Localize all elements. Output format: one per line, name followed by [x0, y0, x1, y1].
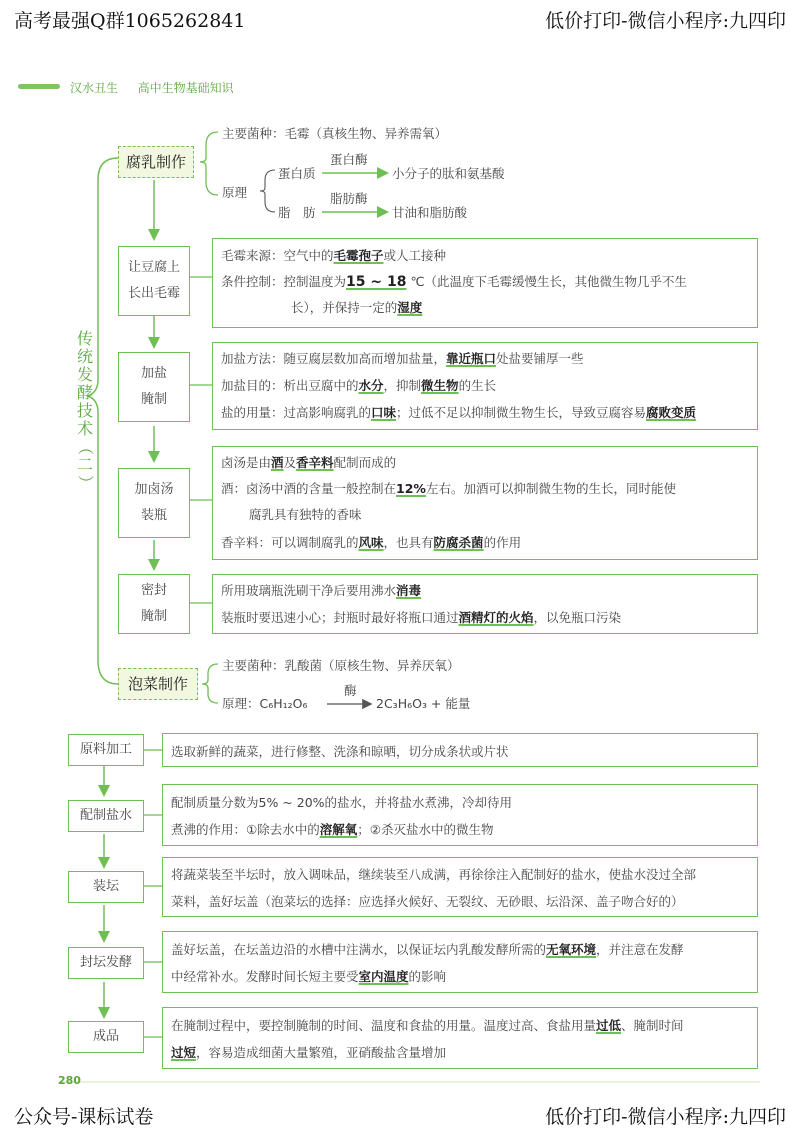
- furu-step-label: 加盐: [140, 366, 167, 381]
- text: 长），并保持一定的: [291, 300, 398, 315]
- keyword: 12%: [396, 481, 426, 496]
- keyword: 室内温度: [358, 969, 409, 984]
- text: ，以免瓶口污染: [533, 610, 622, 625]
- furu-principle-label: 原理: [222, 185, 248, 200]
- header-right-text: 低价打印-微信小程序:九四印: [545, 10, 786, 32]
- text: 或人工接种: [383, 248, 447, 263]
- furu-strain: 主要菌种：毛霉（真核生物、异养需氧）: [222, 126, 448, 141]
- seal-line-2: [221, 608, 621, 626]
- keyword: 酒: [271, 455, 284, 470]
- text: 在腌制过程中，要控制腌制的时间、温度和食盐的用量。温度过高、食盐用量: [171, 1018, 597, 1033]
- ferment-detail-box: [162, 931, 758, 993]
- ferment-line-1: [171, 940, 684, 958]
- vertical-title-char: ）: [76, 474, 95, 491]
- keyword: 香辛料: [296, 455, 334, 470]
- text: 左右。加酒可以抑制微生物的生长，同时能使: [425, 481, 676, 496]
- product-detail-box: [162, 1007, 758, 1069]
- furu-peptide: 小分子的肽和氨基酸: [392, 166, 505, 181]
- brine-detail-box: [212, 446, 758, 560]
- text: ℃（此温度下毛霉缓慢生长，其他微生物几乎不生: [406, 274, 687, 289]
- paocai-step-product: 成品: [68, 1021, 144, 1053]
- mold-condition-line-2: [291, 298, 422, 316]
- keyword: 靠近瓶口: [446, 351, 497, 366]
- text: 毛霉来源：空气中的: [221, 248, 334, 263]
- furu-lipase: 脂肪酶: [330, 191, 368, 206]
- section-vertical-title: [76, 330, 94, 492]
- keyword: 腐败变质: [646, 405, 697, 420]
- page-number: 280: [58, 1074, 81, 1087]
- text: 装瓶时要迅速小心；封瓶时最好将瓶口通过: [221, 610, 459, 625]
- salt-amount-line: [221, 403, 696, 421]
- text: 加盐目的：析出豆腐中的: [221, 378, 359, 393]
- furu-protein: 蛋白质: [278, 166, 316, 181]
- vertical-title-char: 二: [76, 455, 93, 474]
- raw-detail-box: [162, 733, 758, 767]
- paocai-step-jar: 装坛: [68, 871, 144, 903]
- furu-step-mold: [118, 246, 190, 316]
- keyword: 防腐杀菌: [433, 535, 484, 550]
- ferment-line-2: [171, 967, 446, 985]
- raw-detail-text: 选取新鲜的蔬菜，进行修整、洗涤和晾晒，切分成条状或片状: [171, 744, 509, 759]
- furu-fat: 脂 肪: [278, 205, 316, 220]
- salt-detail-box: [212, 342, 758, 430]
- product-line-2: [171, 1043, 446, 1061]
- keyword: 微生物: [421, 378, 459, 393]
- keyword: 水分: [358, 378, 384, 393]
- furu-protease: 蛋白酶: [330, 152, 368, 167]
- furu-glycerol: 甘油和脂肪酸: [392, 205, 468, 220]
- keyword: 消毒: [396, 583, 422, 598]
- jar-line-2: 菜料，盖好坛盖（泡菜坛的选择：应选择火候好、无裂纹、无砂眼、坛沿深、盖子吻合好的）: [171, 894, 684, 909]
- keyword: 无氧环境: [546, 942, 597, 957]
- furu-step-label: 加卤汤: [134, 482, 174, 497]
- vertical-title-char: 酵: [76, 383, 93, 402]
- text: ；过低不足以抑制微生物生长，导致豆腐容易: [396, 405, 647, 420]
- mold-condition-line: [221, 272, 687, 290]
- product-line-1: [171, 1016, 684, 1034]
- text: 的影响: [408, 969, 447, 984]
- text: 盖好坛盖，在坛盖边沿的水槽中注满水，以保证坛内乳酸发酵所需的: [171, 942, 547, 957]
- text: 的生长: [458, 378, 497, 393]
- keyword: 过低: [596, 1018, 622, 1033]
- brine-prep-line-1: 配制质量分数为5% ~ 20%的盐水，并将盐水煮沸，冷却待用: [171, 795, 513, 810]
- text: 配制而成的: [333, 455, 397, 470]
- text: 及: [283, 455, 297, 470]
- furu-step-label: 让豆腐上: [127, 260, 180, 275]
- brine-line-3: 腐乳具有独特的香味: [249, 507, 362, 522]
- text: 所用玻璃瓶洗刷干净后要用沸水: [221, 583, 397, 598]
- paocai-strain: 主要菌种：乳酸菌（原核生物、异养厌氧）: [222, 658, 460, 673]
- text: 的作用: [483, 535, 522, 550]
- text: 加盐方法：随豆腐层数加高而增加盐量，: [221, 351, 447, 366]
- furu-step-salt: [118, 352, 190, 422]
- breadcrumb-book: 高中生物基础知识: [137, 81, 234, 95]
- footer-left-text: 公众号-课标试卷: [14, 1106, 154, 1128]
- text: 香辛料：可以调制腐乳的: [221, 535, 359, 550]
- text: 处盐要铺厚一些: [496, 351, 584, 366]
- text: 盐的用量：过高影响腐乳的: [221, 405, 372, 420]
- text: 中经常补水。发酵时间长短主要受: [171, 969, 359, 984]
- vertical-title-char: 技: [76, 401, 93, 420]
- paocai-principle-right: 2C₃H₆O₃ + 能量: [376, 696, 471, 711]
- vertical-title-char: 统: [76, 347, 93, 366]
- text: 卤汤是由: [221, 455, 272, 470]
- paocai-step-brine: 配制盐水: [68, 800, 144, 832]
- keyword: 过短: [171, 1045, 197, 1060]
- text: 酒：卤汤中酒的含量一般控制在: [221, 481, 397, 496]
- furu-step-label: 长出毛霉: [127, 286, 180, 301]
- brine-prep-line-2: [171, 820, 493, 838]
- brine-line-4: [221, 533, 521, 551]
- salt-purpose-line: [221, 376, 496, 394]
- paocai-title-box: 泡菜制作: [118, 668, 198, 700]
- keyword: 毛霉孢子: [333, 248, 384, 263]
- furu-step-label: 密封: [140, 583, 167, 598]
- furu-step-label: 腌制: [140, 392, 167, 407]
- text: 、腌制时间: [621, 1018, 684, 1033]
- keyword: 15 ~ 18: [346, 274, 407, 290]
- furu-step-label: 腌制: [140, 609, 167, 624]
- brine-line-2: [221, 479, 676, 497]
- keyword: 风味: [358, 535, 384, 550]
- text: 条件控制：控制温度为: [221, 274, 347, 289]
- furu-step-brine: [118, 468, 190, 538]
- mold-source-line: [221, 246, 446, 264]
- furu-title-box: 腐乳制作: [118, 146, 194, 178]
- keyword: 湿度: [397, 300, 423, 315]
- vertical-title-char: 传: [76, 329, 93, 348]
- text: 煮沸的作用：①除去水中的: [171, 822, 320, 837]
- footer-right-text: 低价打印-微信小程序:九四印: [545, 1106, 786, 1128]
- mold-detail-box: [212, 238, 758, 328]
- jar-detail-box: [162, 857, 758, 917]
- breadcrumb-author: 汉水丑生: [70, 81, 119, 95]
- paocai-principle-left: 原理：C₆H₁₂O₆: [222, 696, 308, 711]
- keyword: 溶解氧: [319, 822, 358, 837]
- text: ，并注意在发酵: [596, 942, 684, 957]
- text: ，容易造成细菌大量繁殖，亚硝酸盐含量增加: [196, 1045, 447, 1060]
- seal-line-1: [221, 581, 421, 599]
- vertical-title-char: （: [76, 438, 95, 455]
- seal-detail-box: [212, 574, 758, 634]
- paocai-step-raw: 原料加工: [68, 734, 144, 766]
- paocai-enzyme: 酶: [344, 683, 357, 698]
- text: ，也具有: [383, 535, 434, 550]
- keyword: 口味: [371, 405, 397, 420]
- keyword: 酒精灯的火焰: [458, 610, 534, 625]
- header-left-text: 高考最强Q群1065262841: [14, 10, 246, 32]
- furu-step-label: 装瓶: [140, 508, 167, 523]
- brine-line-1: [221, 453, 396, 471]
- text: ；②杀灭盐水中的微生物: [357, 822, 494, 837]
- brine-prep-detail-box: [162, 784, 758, 846]
- furu-step-seal: [118, 574, 190, 634]
- paocai-step-ferment: 封坛发酵: [68, 947, 144, 979]
- salt-method-line: [221, 349, 584, 367]
- vertical-title-char: 发: [76, 365, 93, 384]
- text: ，抑制: [383, 378, 422, 393]
- jar-line-1: 将蔬菜装至半坛时，放入调味品，继续装至八成满，再徐徐注入配制好的盐水，使盐水没过全部: [171, 867, 697, 882]
- vertical-title-char: 术: [76, 419, 93, 438]
